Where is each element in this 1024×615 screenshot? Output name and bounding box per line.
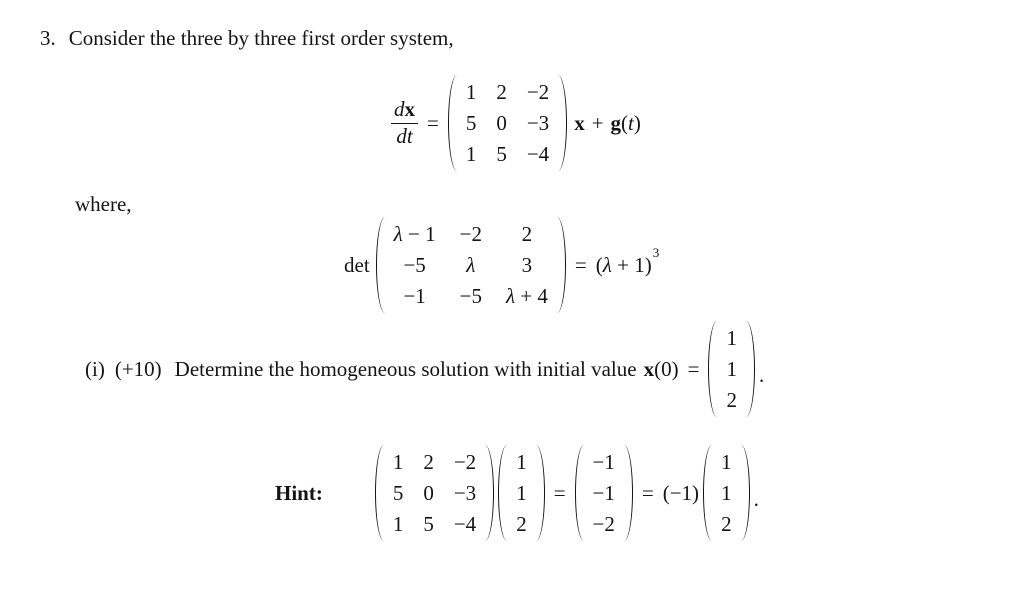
determinant-equation [344, 217, 659, 313]
hint-result-vector [575, 445, 633, 541]
right-paren-icon [624, 445, 633, 541]
matrix-cell: 1 [721, 481, 732, 505]
close-paren: ) [633, 110, 641, 135]
initial-vector-cells [717, 321, 746, 417]
matrix-cell: 1 [516, 450, 527, 474]
matrix-cell: 1 [721, 450, 732, 474]
matrix-cell: 2 [423, 450, 434, 474]
matrix-cell: 5 [392, 481, 404, 505]
open-paren: ( [621, 110, 629, 135]
left-paren-icon [376, 217, 385, 313]
equals-sign: = [427, 110, 439, 135]
part-i-prompt: Determine the homogeneous solution with initial value [174, 356, 637, 381]
right-paren-icon [557, 217, 566, 313]
scalar-factor: (−1) [662, 480, 700, 505]
matrix-cell: −1 [592, 450, 615, 474]
matrix-cell: −3 [526, 111, 550, 135]
hint-eigen-vector-cells [712, 445, 741, 541]
left-paren-icon [575, 445, 584, 541]
matrix-cell: −4 [526, 142, 550, 166]
where-line [75, 192, 132, 217]
initial-value-vector [708, 321, 755, 417]
item-label: (i) [85, 356, 105, 381]
d-symbol: d [394, 96, 405, 121]
matrix-cell: −2 [453, 450, 477, 474]
lambda-matrix-cells [385, 217, 557, 313]
left-paren-icon [498, 445, 507, 541]
coefficient-matrix-cells [457, 75, 558, 171]
matrix-cell: 1 [392, 450, 404, 474]
matrix-cell: 3 [521, 253, 533, 277]
matrix-cell: −5 [459, 284, 482, 308]
matrix-cell: −4 [453, 512, 477, 536]
matrix-cell: 1 [516, 481, 527, 505]
hint-eigen-vector [703, 445, 750, 541]
x-vector-symbol: x [643, 356, 655, 381]
matrix-cell: 2 [726, 388, 737, 412]
left-paren-icon [448, 75, 457, 171]
right-paren-icon [746, 321, 755, 417]
matrix-cell: 2 [516, 512, 527, 536]
problem-statement: Consider the three by three first order system, [68, 26, 454, 50]
matrix-cell: 2 [496, 80, 507, 104]
x-vector-symbol: x [574, 110, 585, 135]
period: . [753, 486, 759, 511]
plus-sign: + [591, 110, 604, 135]
problem-heading [40, 26, 454, 51]
right-paren-icon [558, 75, 567, 171]
hint-result-vector-cells [584, 445, 624, 541]
matrix-cell: 1 [465, 80, 477, 104]
result-base: (λ + 1) [595, 252, 652, 277]
part-i-line [85, 321, 764, 417]
result-exponent: 3 [652, 244, 660, 260]
matrix-cell: 2 [521, 222, 533, 246]
forcing-term [611, 111, 641, 136]
matrix-cell: 1 [465, 142, 477, 166]
fraction-denominator [393, 125, 415, 148]
x-argument: (0) [654, 356, 679, 381]
right-paren-icon [485, 445, 494, 541]
hint-line [275, 445, 759, 541]
matrix-cell: −5 [403, 253, 426, 277]
hint-input-vector-cells [507, 445, 536, 541]
det-label: det [344, 252, 370, 277]
left-paren-icon [703, 445, 712, 541]
coefficient-matrix [448, 75, 567, 171]
dx-dt-fraction [391, 98, 418, 149]
x-vector-symbol: x [404, 96, 415, 121]
period: . [758, 362, 765, 387]
hint-matrix [375, 445, 494, 541]
t-symbol: t [628, 110, 634, 135]
equals-sign: = [687, 356, 700, 381]
hint-matrix-cells [384, 445, 485, 541]
matrix-cell: −1 [403, 284, 426, 308]
left-paren-icon [708, 321, 717, 417]
right-paren-icon [536, 445, 545, 541]
matrix-cell: 0 [423, 481, 434, 505]
g-vector-symbol: g [610, 110, 622, 135]
points-label: (+10) [114, 356, 162, 381]
matrix-cell: λ + 4 [505, 284, 548, 308]
dt-symbol: dt [396, 124, 413, 149]
equals-sign: = [553, 480, 566, 505]
where-label: where, [75, 192, 132, 216]
matrix-cell: 2 [721, 512, 732, 536]
matrix-cell: λ − 1 [393, 222, 436, 246]
system-equation [391, 75, 641, 171]
matrix-cell: 5 [496, 142, 507, 166]
equals-sign: = [574, 252, 587, 277]
det-result [595, 244, 660, 278]
matrix-cell: 5 [465, 111, 477, 135]
matrix-cell: −1 [592, 481, 615, 505]
matrix-cell: 5 [423, 512, 434, 536]
matrix-cell: 1 [726, 357, 737, 381]
matrix-cell: −3 [453, 481, 477, 505]
matrix-cell: λ [466, 253, 476, 277]
problem-number: 3. [40, 26, 56, 50]
matrix-cell: 1 [726, 326, 737, 350]
matrix-cell: −2 [459, 222, 482, 246]
hint-label: Hint: [275, 480, 323, 505]
matrix-cell: −2 [526, 80, 550, 104]
fraction-numerator [391, 98, 418, 121]
right-paren-icon [741, 445, 750, 541]
matrix-cell: 0 [496, 111, 507, 135]
left-paren-icon [375, 445, 384, 541]
hint-input-vector [498, 445, 545, 541]
lambda-matrix [376, 217, 566, 313]
matrix-cell: 1 [392, 512, 404, 536]
matrix-cell: −2 [592, 512, 615, 536]
equals-sign: = [641, 480, 654, 505]
